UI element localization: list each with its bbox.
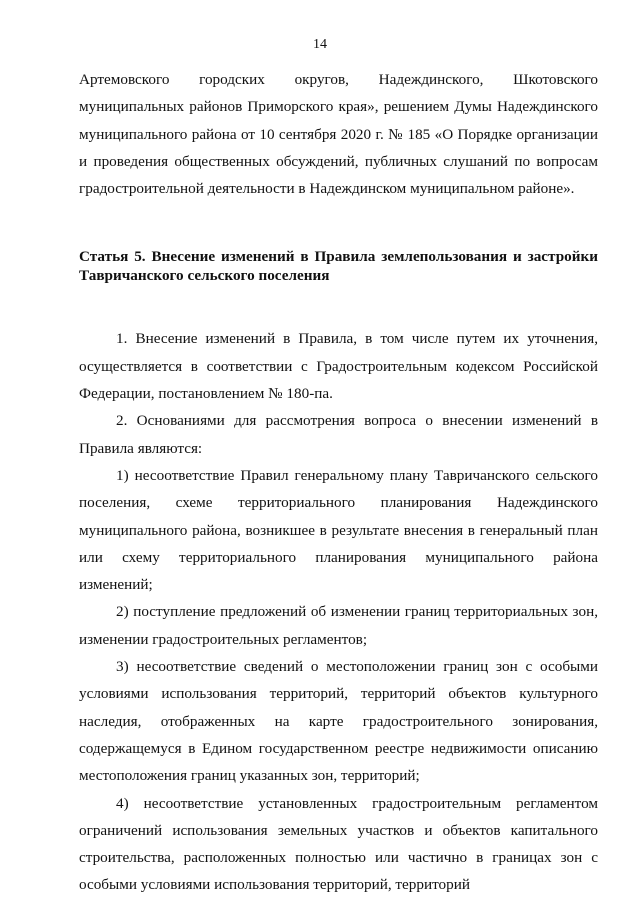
page-number: 14	[313, 37, 327, 52]
list-item-4: 4) несоответствие установленных градостроительным регламентом ограничений использования земельных участков и объектов капитального строительства, расположенных полностью или частично в границах зон с особыми условиями использования территорий, территорий	[79, 794, 598, 894]
document-body	[79, 66, 598, 899]
list-item-3: 3) несоответствие сведений о местоположении границ зон с особыми условиями использования территорий, территорий объектов культурного наследия, отображенных на карте градостроительного зонирования, содержащемуся в Едином государственном реестре недвижимости описанию местоположения границ указанных зон, территорий;	[79, 658, 598, 785]
list-item-2: 2) поступление предложений об изменении границ территориальных зон, изменении градостроительных регламентов;	[79, 603, 598, 648]
paragraph-1: 1. Внесение изменений в Правила, в том числе путем их уточнения, осуществляется в соответствии с Градостроительным кодексом Российской Федерации, постановлением № 180-па.	[79, 330, 598, 403]
intro-paragraph: Артемовского городских округов, Надеждинского, Шкотовского муниципальных районов Приморского края», решением Думы Надеждинского муниципального района от 10 сентября 2020 г. № 185 «О Порядке организации и проведения общественных обсуждений, публичных слушаний по вопросам градостроительной деятельности в Надеждинском муниципальном районе».	[79, 71, 598, 198]
article-heading: Статья 5. Внесение изменений в Правила землепользования и застройки Тавричанского сельского поселения	[79, 248, 598, 285]
paragraph-2: 2. Основаниями для рассмотрения вопроса о внесении изменений в Правила являются:	[79, 412, 598, 457]
list-item-1: 1) несоответствие Правил генеральному плану Тавричанского сельского поселения, схеме территориального планирования Надеждинского муниципального района, возникшее в результате внесения в генеральный план или схему территориального планирования муниципального района изменений;	[79, 466, 598, 594]
